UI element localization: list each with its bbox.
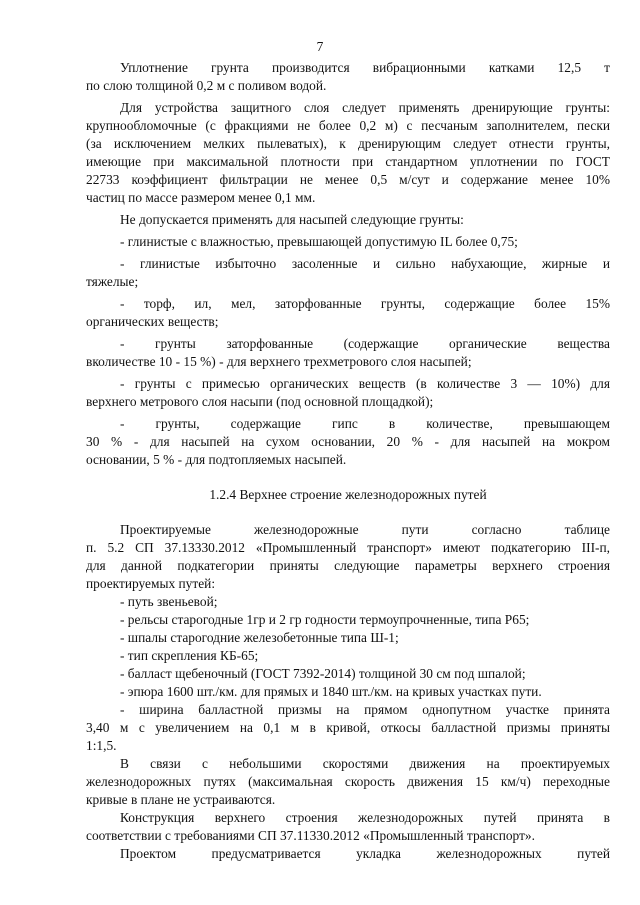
text-line: - путь звеньевой; [120,594,218,609]
text-line: п. 5.2 СП 37.13330.2012 «Промышленный транспорт» имеют подкатегорию III-п, [86,540,610,555]
list-item-clay [86,233,610,251]
list-item-saline [86,255,610,291]
text-line: - грунты, содержащие гипс в количестве, превышающем [120,416,610,431]
text-line: - глинистые избыточно засоленные и сильно набухающие, жирные и [120,256,610,271]
list-item-sleeper-spacing [86,683,610,701]
text-line: железнодорожных путях (максимальная скорость движения 15 км/ч) переходные [86,774,610,789]
text-line: по слою толщиной 0,2 м с поливом водой. [86,78,327,93]
text-line: 22733 коэффициент фильтрации не менее 0,5 м/сут и содержание менее 10% [86,172,610,187]
page-body [86,59,610,863]
text-line: - грунты с примесью органических веществ (в количестве 3 — 10%) для [120,376,610,391]
text-line: для данной подкатегории приняты следующие параметры верхнего строения [86,558,610,573]
text-line: основании, 5 % - для подтопляемых насыпей. [86,452,347,467]
text-line: крупнообломочные (с фракциями не более 0,2 м) с песчаным заполнителем, пески [86,118,610,133]
text-line: органических веществ; [86,314,219,329]
text-line: - торф, ил, мел, заторфованные грунты, содержащие более 15% [120,296,610,311]
paragraph-designed-tracks [86,521,610,593]
text-line: Конструкция верхнего строения железнодорожных путей принята в [120,810,610,825]
paragraph-protective-layer [86,99,610,207]
text-line: - шпалы старогодние железобетонные типа Ш-1; [120,630,399,645]
text-line: верхнего метрового слоя насыпи (под основной площадкой); [86,394,434,409]
list-item-sleepers [86,629,610,647]
text-line: тяжелые; [86,274,139,289]
list-item-fastening [86,647,610,665]
paragraph-not-allowed [86,211,610,229]
text-line: - грунты заторфованные (содержащие органические вещества [120,336,610,351]
text-line: проектируемых путей: [86,576,216,591]
list-item-gypsum [86,415,610,469]
text-line: 30 % - для насыпей на сухом основании, 20 % - для насыпей на мокром [86,434,610,449]
text-line: имеющие при максимальной плотности при стандартном уплотнении по ГОСТ [86,154,610,169]
list-item-peaty-soils [86,335,610,371]
text-line: 1:1,5. [86,738,117,753]
text-line: - тип скрепления КБ-65; [120,648,259,663]
text-line: - эпюра 1600 шт./км. для прямых и 1840 шт./км. на кривых участках пути. [120,684,542,699]
text-line: - рельсы старогодные 1гр и 2 гр годности термоупрочненные, типа Р65; [120,612,530,627]
paragraph-construction [86,809,610,845]
text-line: - ширина балластной призмы на прямом однопутном участке принята [120,702,610,717]
text-line: вколичестве 10 - 15 %) - для верхнего трехметрового слоя насыпей; [86,354,472,369]
page-number: 7 [316,39,324,54]
text-line: - балласт щебеночный (ГОСТ 7392-2014) толщиной 30 см под шпалой; [120,666,526,681]
paragraph-compaction [86,59,610,95]
text-line: (за исключением мелких пылеватых), к дренирующим следует отнести грунты, [86,136,610,151]
text-line: Не допускается применять для насыпей следующие грунты: [120,212,464,227]
text-line: Проектируемые железнодорожные пути согласно таблице [120,522,610,537]
text-line: 3,40 м с увеличением на 0,1 м в кривой, откосы балластной призмы приняты [86,720,610,735]
text-line: частиц по массе размером менее 0,1 мм. [86,190,316,205]
text-line: Для устройства защитного слоя следует применять дренирующие грунты: [120,100,610,115]
text-line: Уплотнение грунта производится вибрационными катками 12,5 т [120,60,610,75]
list-item-ballast [86,665,610,683]
section-heading: 1.2.4 Верхнее строение железнодорожных путей [209,487,487,502]
text-line: - глинистые с влажностью, превышающей допустимую IL более 0,75; [120,234,518,249]
list-item-rails [86,611,610,629]
list-item-track-type [86,593,610,611]
paragraph-project [86,845,610,863]
text-line: кривые в плане не устраиваются. [86,792,276,807]
list-item-peat [86,295,610,331]
text-line: соответствии с требованиями СП 37.11330.2012 «Промышленный транспорт». [86,828,535,843]
list-item-organic [86,375,610,411]
list-item-ballast-width [86,701,610,755]
text-line: В связи с небольшими скоростями движения на проектируемых [120,756,610,771]
paragraph-transition-curves [86,755,610,809]
text-line: Проектом предусматривается укладка железнодорожных путей [120,846,610,861]
